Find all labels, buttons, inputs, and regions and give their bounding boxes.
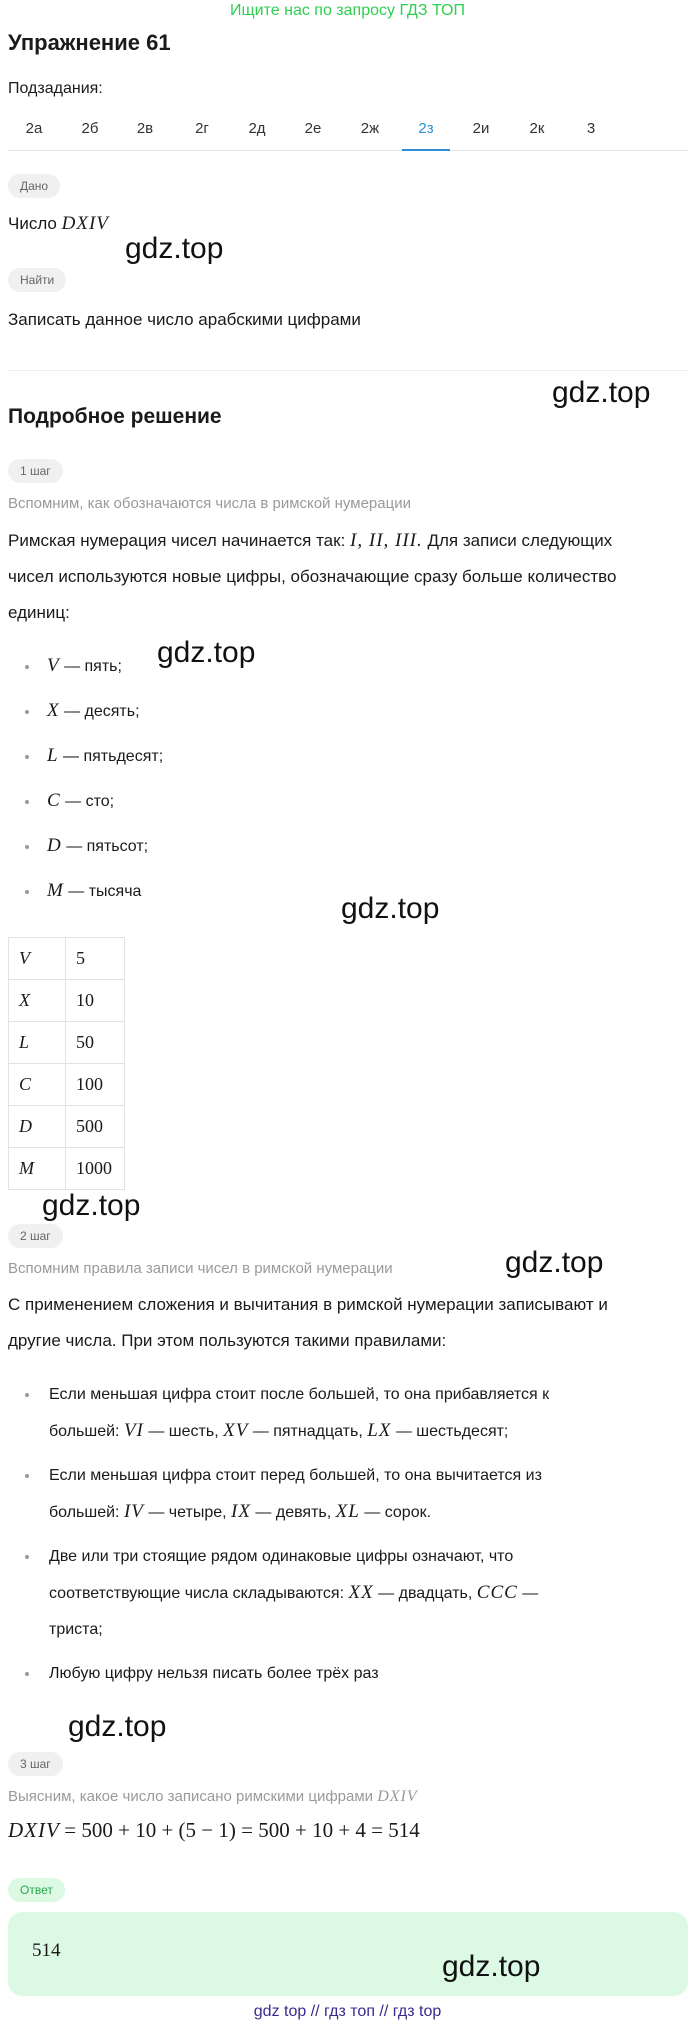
- step2-p1: С применением сложения и вычитания в римской нумерации записывают и: [8, 1295, 608, 1314]
- page-title: Упражнение 61: [8, 30, 171, 55]
- equation-rhs: = 500 + 10 + (5 − 1) = 500 + 10 + 4 = 514: [64, 1818, 420, 1842]
- rule-text: большей:: [49, 1423, 120, 1440]
- rule-item: [25, 1656, 685, 1692]
- step1-paragraph: [8, 523, 612, 559]
- rule-line: Если меньшая цифра стоит перед большей, то она вычитается из: [49, 1467, 542, 1484]
- rule-line: [49, 1413, 685, 1450]
- table-row: [9, 1064, 125, 1106]
- step2-hint: Вспомним правила записи чисел в римской нумерации: [8, 1260, 393, 1277]
- bullet-icon: [25, 665, 29, 669]
- rule-item: [25, 1377, 685, 1450]
- rule-math: IX: [231, 1501, 251, 1522]
- tab-2d[interactable]: 2д: [248, 120, 266, 137]
- tab-2zh[interactable]: 2ж: [360, 120, 380, 137]
- table-cell-symbol: X: [9, 980, 66, 1022]
- rule-math: VI: [123, 1420, 144, 1441]
- rule-text: — двадцать,: [378, 1585, 473, 1602]
- bullet-icon: [25, 1393, 29, 1397]
- watermark: gdz.top: [157, 636, 256, 669]
- table-row: [9, 938, 125, 980]
- table-cell-value: 50: [66, 1022, 125, 1064]
- given-chip: Дано: [8, 174, 60, 198]
- bullet-icon: [25, 710, 29, 714]
- list-item: [25, 741, 163, 771]
- find-text: Записать данное число арабскими цифрами: [8, 310, 361, 329]
- roman-meaning: — пятьсот;: [66, 838, 149, 855]
- rule-line: Две или три стоящие рядом одинаковые цифры означают, что: [49, 1548, 514, 1565]
- equation-lhs: DXIV: [8, 1818, 60, 1842]
- step1-p1-math: I, II, III.: [350, 530, 423, 551]
- list-item: [25, 876, 141, 906]
- subtasks-label: Подзадания:: [8, 80, 103, 97]
- tab-2v[interactable]: 2в: [136, 120, 154, 137]
- rule-math: LX: [367, 1420, 392, 1441]
- rule-text: соответствующие числа складываются:: [49, 1585, 345, 1602]
- list-item: [25, 831, 148, 861]
- tab-2e[interactable]: 2е: [304, 120, 322, 137]
- roman-table: [8, 937, 125, 1190]
- table-cell-symbol: C: [9, 1064, 66, 1106]
- step3-hint: [8, 1788, 418, 1806]
- given-text: [8, 206, 109, 242]
- table-cell-value: 10: [66, 980, 125, 1022]
- step2-p2: другие числа. При этом пользуются такими правилами:: [8, 1331, 447, 1350]
- step1-p1-suffix: Для записи следующих: [427, 531, 613, 550]
- rule-text: —: [522, 1585, 539, 1602]
- table-row: [9, 1106, 125, 1148]
- table-row: [9, 1148, 125, 1190]
- roman-symbol: M: [47, 880, 64, 901]
- roman-meaning: — сто;: [65, 793, 115, 810]
- table-cell-value: 500: [66, 1106, 125, 1148]
- step1-chip: 1 шаг: [8, 459, 63, 483]
- rule-line: [49, 1494, 685, 1531]
- tab-3[interactable]: 3: [586, 120, 596, 137]
- rule-line: Если меньшая цифра стоит после большей, то она прибавляется к: [49, 1386, 550, 1403]
- rule-math: XV: [223, 1420, 249, 1441]
- tab-2i[interactable]: 2и: [472, 120, 490, 137]
- rule-text: — шестьдесят;: [395, 1423, 509, 1440]
- tab-2z[interactable]: 2з: [402, 118, 450, 151]
- table-cell-value: 5: [66, 938, 125, 980]
- roman-symbol: C: [47, 790, 61, 811]
- step3-hint-text: Выясним, какое число записано римскими цифрами: [8, 1788, 374, 1805]
- list-item: [25, 786, 114, 816]
- given-prefix: Число: [8, 214, 57, 233]
- bullet-icon: [25, 800, 29, 804]
- table-cell-value: 1000: [66, 1148, 125, 1190]
- table-cell-symbol: D: [9, 1106, 66, 1148]
- tab-2b[interactable]: 2б: [81, 120, 99, 137]
- rule-line: триста;: [49, 1621, 103, 1638]
- bullet-icon: [25, 1474, 29, 1478]
- roman-symbol: D: [47, 835, 62, 856]
- tab-2g[interactable]: 2г: [195, 120, 209, 137]
- bullet-icon: [25, 1555, 29, 1559]
- rule-math: XL: [335, 1501, 360, 1522]
- bullet-icon: [25, 755, 29, 759]
- answer-box: [8, 1912, 688, 1996]
- bullet-icon: [25, 890, 29, 894]
- roman-meaning: — десять;: [64, 703, 140, 720]
- list-item: [25, 696, 140, 726]
- rule-item: [25, 1539, 685, 1648]
- step1-p2: чисел используются новые цифры, обозначающие сразу больше количество: [8, 567, 617, 586]
- step3-chip: 3 шаг: [8, 1752, 63, 1776]
- subtask-tabs: [8, 110, 688, 151]
- step1-p3: единиц:: [8, 603, 70, 622]
- table-cell-symbol: V: [9, 938, 66, 980]
- answer-chip: Ответ: [8, 1878, 65, 1902]
- watermark: gdz.top: [68, 1710, 167, 1743]
- roman-meaning: — пятьдесят;: [63, 748, 164, 765]
- step3-hint-math: DXIV: [377, 1788, 418, 1805]
- bullet-icon: [25, 845, 29, 849]
- answer-value: 514: [32, 1940, 61, 1961]
- rule-math: IV: [123, 1501, 144, 1522]
- step2-chip: 2 шаг: [8, 1224, 63, 1248]
- watermark: gdz.top: [505, 1246, 604, 1279]
- table-row: [9, 980, 125, 1022]
- rule-math: XX: [348, 1582, 374, 1603]
- rule-item: [25, 1458, 685, 1531]
- roman-meaning: — тысяча: [68, 883, 142, 900]
- rule-text: большей:: [49, 1504, 120, 1521]
- find-chip: Найти: [8, 268, 66, 292]
- rule-text: — девять,: [255, 1504, 332, 1521]
- bullet-icon: [25, 1672, 29, 1676]
- table-row: [9, 1022, 125, 1064]
- rule-line: Любую цифру нельзя писать более трёх раз: [49, 1665, 379, 1682]
- roman-symbol: V: [47, 655, 60, 676]
- table-cell-value: 100: [66, 1064, 125, 1106]
- solution-title: Подробное решение: [8, 405, 222, 428]
- step3-equation: [8, 1818, 420, 1843]
- rule-math: CCC: [476, 1582, 518, 1603]
- given-number: DXIV: [61, 213, 109, 234]
- watermark: gdz.top: [42, 1189, 141, 1222]
- rule-text: — пятнадцать,: [252, 1423, 363, 1440]
- roman-meaning: — пять;: [64, 658, 122, 675]
- top-banner[interactable]: Ищите нас по запросу ГДЗ ТОП: [230, 2, 465, 19]
- rule-text: — четыре,: [148, 1504, 227, 1521]
- tab-2k[interactable]: 2к: [529, 120, 545, 137]
- rule-line: [49, 1575, 685, 1612]
- list-item: [25, 651, 122, 681]
- step1-p1-prefix: Римская нумерация чисел начинается так:: [8, 531, 346, 550]
- watermark: gdz.top: [341, 892, 440, 925]
- watermark: gdz.top: [125, 232, 224, 265]
- tab-2a[interactable]: 2а: [25, 120, 43, 137]
- table-cell-symbol: M: [9, 1148, 66, 1190]
- watermark: gdz.top: [442, 1950, 541, 1983]
- table-cell-symbol: L: [9, 1022, 66, 1064]
- rule-text: — шесть,: [148, 1423, 219, 1440]
- divider: [8, 370, 688, 371]
- step1-hint: Вспомним, как обозначаются числа в римской нумерации: [8, 495, 411, 512]
- footer-links[interactable]: gdz top // гдз топ // гдз top: [253, 2003, 442, 2020]
- roman-symbol: L: [47, 745, 59, 766]
- roman-symbol: X: [47, 700, 60, 721]
- watermark: gdz.top: [552, 376, 651, 409]
- rule-text: — сорок.: [364, 1504, 432, 1521]
